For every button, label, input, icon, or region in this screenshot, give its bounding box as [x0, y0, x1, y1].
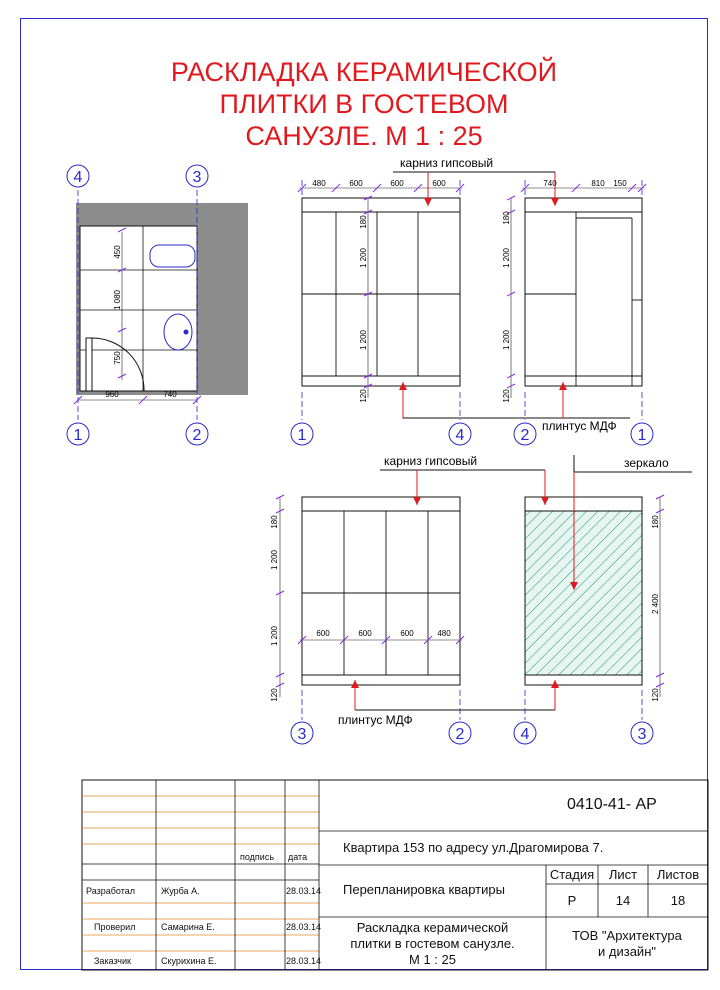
elev-b-dim-top: 150 [613, 179, 627, 188]
elev-b-dim-left: 1 200 [502, 329, 511, 351]
elev-c-dim-left: 1 200 [270, 625, 279, 647]
axis-bubble-3-elev-d: 3 [637, 726, 647, 743]
elev-c-dim-mid: 480 [437, 629, 451, 638]
plan-dim-740: 740 [163, 390, 177, 399]
role-developed: Разработал [86, 886, 135, 896]
elev-c-dim-left: 180 [270, 515, 279, 529]
elev-a-dim-left: 1 200 [359, 329, 368, 351]
plinth-leader-top [403, 382, 630, 418]
axis-bubble-1-plan: 1 [73, 427, 83, 444]
role-customer: Заказчик [94, 956, 131, 966]
name-developed: Журба А. [161, 886, 200, 896]
elev-c-dim-mid: 600 [358, 629, 372, 638]
elev-a-dim-top: 600 [432, 179, 446, 188]
sheet-header: Лист [608, 867, 638, 882]
label-mirror: зеркало [624, 456, 669, 470]
name-checked: Самарина Е. [161, 922, 215, 932]
sheets-header: Листов [656, 867, 700, 882]
floor-plan [74, 190, 248, 420]
label-cornice-bottom: карниз гипсовый [384, 454, 478, 468]
role-checked: Проверил [94, 922, 136, 932]
plan-dim-960: 960 [105, 390, 119, 399]
drawing-name-line-2: плитки в гостевом санузле. [350, 936, 515, 951]
axis-bubble-2-elev-c: 2 [455, 726, 465, 743]
axis-bubble-3-plan: 3 [192, 169, 202, 186]
title-line-1: РАСКЛАДКА КЕРАМИЧЕСКОЙ [170, 57, 558, 87]
axis-bubble-4-elev-a: 4 [455, 427, 465, 444]
company-line-2: и дизайн" [598, 944, 656, 959]
axis-bubble-1-elev-b: 1 [637, 427, 647, 444]
elev-c-dim-left: 1 200 [270, 549, 279, 571]
stage-header: Стадия [549, 867, 595, 882]
title-line-2: ПЛИТКИ В ГОСТЕВОМ [219, 89, 509, 119]
plan-dim-450: 450 [113, 245, 122, 259]
elevation-4-3 [525, 495, 664, 720]
plan-dim-750: 750 [113, 351, 122, 365]
toilet-icon [150, 245, 195, 267]
name-customer: Скурихина Е. [161, 956, 217, 966]
address: Квартира 153 по адресу ул.Драгомирова 7. [343, 840, 604, 855]
elev-c-dim-mid: 600 [400, 629, 414, 638]
date-developed: 28.03.14 [286, 886, 322, 896]
elevation-3-2 [270, 495, 464, 720]
plan-dim-1080: 1 080 [113, 289, 122, 311]
elevation-1-4 [298, 179, 464, 420]
sheet-value: 14 [615, 893, 631, 908]
elev-b-dim-left: 180 [502, 211, 511, 225]
door-leaf [86, 338, 92, 391]
title-line-3: САНУЗЛЕ. М 1 : 25 [245, 121, 483, 151]
date-header: дата [288, 852, 308, 862]
tap-icon [184, 330, 189, 335]
date-checked: 28.03.14 [286, 922, 322, 932]
elev-b-dim-top: 810 [591, 179, 605, 188]
elev-a-dim-left: 120 [359, 389, 368, 403]
elevation-2-1 [502, 179, 646, 420]
drawing-name-line-1: Раскладка керамической [356, 920, 509, 935]
elev-a-dim-left: 180 [359, 215, 368, 229]
elev-d-dim-right: 180 [651, 515, 660, 529]
date-customer: 28.03.14 [286, 956, 322, 966]
elev-b-dim-left: 120 [502, 389, 511, 403]
sheets-value: 18 [670, 893, 686, 908]
drawing-name-line-3: М 1 : 25 [409, 952, 456, 967]
mirror-panel [525, 511, 642, 675]
axis-bubble-4-elev-d: 4 [520, 726, 530, 743]
elev-a-dim-top: 600 [390, 179, 404, 188]
elev-d-dim-right: 2 400 [651, 593, 660, 615]
elev-b-dim-top: 740 [543, 179, 557, 188]
project-name: Перепланировка квартиры [343, 882, 505, 897]
axis-bubble-2-elev-b: 2 [520, 427, 530, 444]
elev-b-dim-left: 1 200 [502, 247, 511, 269]
label-plinth-top: плинтус МДФ [542, 419, 617, 433]
axis-bubble-2-plan: 2 [192, 427, 202, 444]
elev-c-dim-left: 120 [270, 688, 279, 702]
sign-header: подпись [240, 852, 275, 862]
stage-value: Р [567, 893, 577, 908]
elev-a-dim-left: 1 200 [359, 247, 368, 269]
company-line-1: ТОВ "Архитектура [572, 928, 682, 943]
axis-bubble-3-elev-c: 3 [297, 726, 307, 743]
elev-d-dim-right: 120 [651, 688, 660, 702]
axis-bubble-4-plan: 4 [73, 169, 83, 186]
axis-bubble-1-elev-a: 1 [297, 427, 307, 444]
elev-a-dim-top: 600 [349, 179, 363, 188]
drawing-code: 0410-41- АР [567, 796, 657, 813]
elev-c-dim-mid: 600 [316, 629, 330, 638]
elev-a-dim-top: 480 [312, 179, 326, 188]
label-plinth-bottom: плинтус МДФ [338, 713, 413, 727]
label-cornice-top: карниз гипсовый [400, 156, 494, 170]
